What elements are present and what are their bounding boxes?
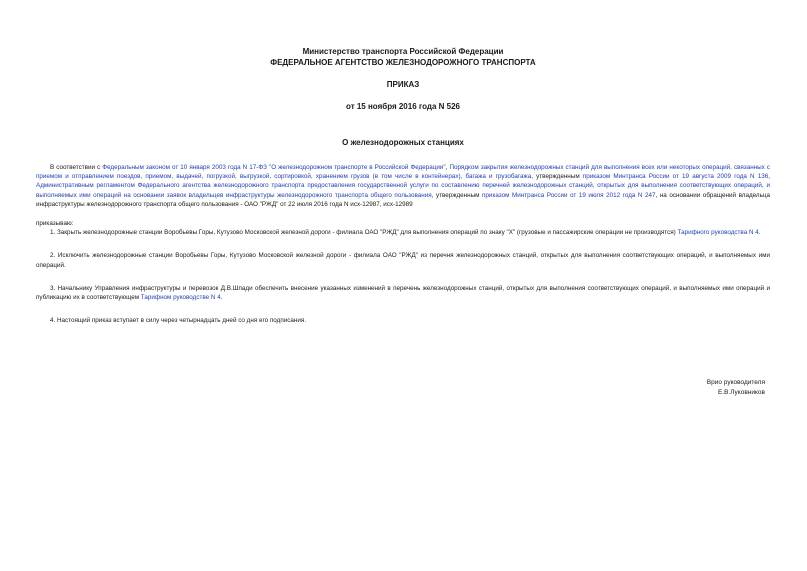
preamble-text-1: В соответствии с: [50, 164, 103, 171]
item-3-paragraph: [36, 284, 770, 302]
preamble-text-3: , утвержденным: [531, 173, 583, 181]
signatory-position: Врио руководителя: [706, 379, 765, 386]
preamble-text-2: ,: [445, 164, 450, 171]
item-4-paragraph: 4. Настоящий приказ вступает в силу через четырнадцать дней со дня его подписания.: [50, 317, 307, 325]
item-3-end: .: [220, 294, 223, 302]
item-1-text: 1. Закрыть железнодорожные станции Воробьевы Горы, Кутузово Московской железной дороги - филиала ОАО "РЖД" для выполнения операций по знаку "Х" (грузовые и пассажирские операции не производятся): [50, 229, 678, 237]
document-type: ПРИКАЗ: [386, 80, 420, 89]
item-1-paragraph: [36, 228, 770, 237]
preamble-paragraph: [36, 163, 770, 209]
preamble-text-5: , утвержденным: [431, 191, 483, 199]
preamble-text-4: ,: [768, 173, 770, 181]
ministry-name: Министерство транспорта Российской Федерации: [302, 47, 504, 56]
preamble-text-6: , на основании обращений владельца инфраструктуры железнодорожного транспорта общего пользования - ОАО "РЖД" от 22 июля 2016 года N исх-12987, исх-12989: [36, 191, 770, 208]
item-3-text: 3. Начальнику Управления инфраструктуры и перевозок Д.В.Шпади обеспечить внесение указанных изменений в перечень железнодорожных станций, открытых для выполнения соответствующих операций, и выполняемых ими операций и публикацию их в соответствующем: [36, 284, 770, 302]
signature-block: [707, 378, 765, 398]
order-136-link[interactable]: приказом Минтранса России от 19 августа 2009 года N 136: [582, 173, 769, 181]
document-header: [36, 46, 770, 68]
closure-procedure-link[interactable]: Порядком закрытия железнодорожных станций для выполнения всех или некоторых операций, связанных с приемом и отправлением поездов, приемом, выдачей, погрузкой, выгрузкой, сортировкой, хранением грузов (в том числе в контейнерах), багажа и грузобагажа: [36, 164, 771, 181]
document-subject: О железнодорожных станциях: [342, 138, 464, 147]
tariff-guide-link-1[interactable]: Тарифного руководства N 4: [677, 229, 759, 237]
order-247-link[interactable]: приказом Минтранса России от 19 июля 2012 года N 247: [482, 191, 656, 199]
document-page: [36, 46, 770, 325]
document-date-number: от 15 ноября 2016 года N 526: [346, 102, 460, 111]
admin-regulation-link[interactable]: Административным регламентом Федерального агентства железнодорожного транспорта предоставления государственной услуги по составлению перечней железнодорожных станций, открытых для выполнения соответствующих операций, и выполняемых ими операций на основании заявок владельцев инфраструктуры железнодорожного транспорта общего пользования: [36, 182, 770, 199]
order-word: приказываю:: [36, 220, 74, 228]
federal-law-link[interactable]: Федеральным законом от 10 января 2003 года N 17-ФЗ "О железнодорожном транспорте в Российской Федерации": [102, 164, 446, 171]
agency-name: ФЕДЕРАЛЬНОЕ АГЕНТСТВО ЖЕЛЕЗНОДОРОЖНОГО ТРАНСПОРТА: [270, 58, 536, 67]
item-1-end: .: [758, 229, 761, 237]
tariff-guide-link-2[interactable]: Тарифном руководстве N 4: [140, 294, 221, 302]
item-2-paragraph: 2. Исключить железнодорожные станции Воробьевы Горы, Кутузово Московской железной дороги - филиала ОАО "РЖД" из перечня железнодорожных станций, открытых для выполнения соответствующих операций, и выполняемых ими операций.: [36, 252, 770, 269]
signatory-name: Е.В.Луковников: [717, 389, 765, 396]
